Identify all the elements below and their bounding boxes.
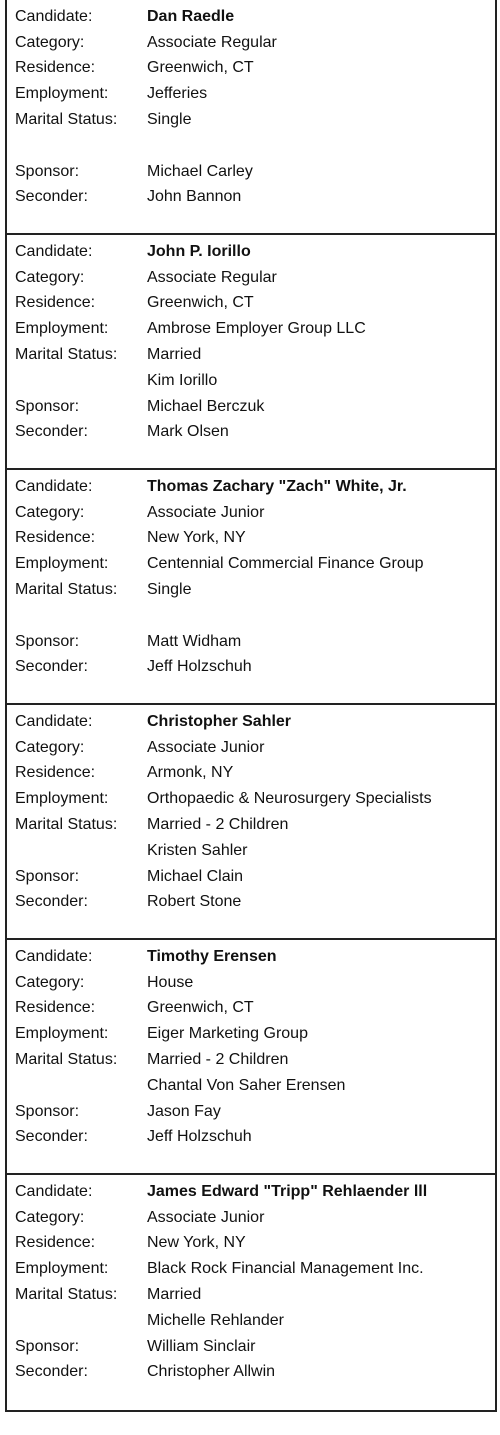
field-label: Residence: xyxy=(15,59,96,77)
candidate-name: James Edward "Tripp" Rehlaender lll xyxy=(147,1182,428,1200)
field-value: Married - 2 Children xyxy=(147,816,289,834)
field-value: Mark Olsen xyxy=(147,423,229,441)
field-label: Candidate: xyxy=(15,1182,93,1200)
field-row xyxy=(15,603,495,629)
field-label: Employment: xyxy=(15,790,109,808)
field-label: Residence: xyxy=(15,764,96,782)
field-value: Single xyxy=(147,581,192,599)
field-label: Residence: xyxy=(15,529,96,547)
field-label: Category: xyxy=(15,738,85,756)
field-value: Michael Clain xyxy=(147,867,244,885)
field-label: Candidate: xyxy=(15,7,93,25)
field-row xyxy=(15,1073,495,1099)
field-row xyxy=(15,4,495,30)
field-value: Ambrose Employer Group LLC xyxy=(147,320,366,338)
field-row xyxy=(15,394,495,420)
field-value: John Bannon xyxy=(147,188,242,206)
field-value: William Sinclair xyxy=(147,1337,256,1355)
field-value: Christopher Allwin xyxy=(147,1363,276,1381)
field-value: Greenwich, CT xyxy=(147,59,254,77)
field-value: Armonk, NY xyxy=(147,764,234,782)
field-label: Employment: xyxy=(15,555,109,573)
field-label: Residence: xyxy=(15,999,96,1017)
candidate-name: Dan Raedle xyxy=(147,7,235,25)
field-row xyxy=(15,1125,495,1151)
field-label: Category: xyxy=(15,33,85,51)
field-value: Kim Iorillo xyxy=(147,371,218,389)
field-value: Robert Stone xyxy=(147,893,242,911)
field-value: Centennial Commercial Finance Group xyxy=(147,555,424,573)
field-label: Candidate: xyxy=(15,712,93,730)
field-row xyxy=(15,526,495,552)
field-label: Candidate: xyxy=(15,242,93,260)
field-value: Single xyxy=(147,111,192,129)
candidate-name: Christopher Sahler xyxy=(147,712,292,730)
field-row xyxy=(15,786,495,812)
field-row xyxy=(15,577,495,603)
field-row xyxy=(15,655,495,681)
field-row xyxy=(15,185,495,211)
candidate-name: Thomas Zachary "Zach" White, Jr. xyxy=(147,477,407,495)
field-label: Category: xyxy=(15,973,85,991)
field-value: Associate Junior xyxy=(147,1208,265,1226)
field-label: Marital Status: xyxy=(15,581,118,599)
field-value: Associate Junior xyxy=(147,503,265,521)
field-value: Jason Fay xyxy=(147,1102,221,1120)
candidate-block xyxy=(7,470,495,705)
field-row xyxy=(15,474,495,500)
field-row xyxy=(15,944,495,970)
field-row xyxy=(15,56,495,82)
field-row xyxy=(15,970,495,996)
field-row xyxy=(15,500,495,526)
candidate-name: Timothy Erensen xyxy=(147,947,277,965)
field-value: Greenwich, CT xyxy=(147,999,254,1017)
field-label: Sponsor: xyxy=(15,162,80,180)
field-label: Marital Status: xyxy=(15,816,118,834)
field-value: Michael Carley xyxy=(147,162,253,180)
field-row xyxy=(15,420,495,446)
field-row xyxy=(15,1179,495,1205)
field-row xyxy=(15,1308,495,1334)
field-label: Marital Status: xyxy=(15,1286,118,1304)
field-value: Greenwich, CT xyxy=(147,294,254,312)
field-label: Marital Status: xyxy=(15,111,118,129)
field-value: Associate Regular xyxy=(147,268,277,286)
field-value: House xyxy=(147,973,194,991)
field-row xyxy=(15,551,495,577)
field-row xyxy=(15,1047,495,1073)
field-value: Chantal Von Saher Erensen xyxy=(147,1076,346,1094)
candidate-block xyxy=(7,705,495,940)
field-row xyxy=(15,1282,495,1308)
field-value: Kristen Sahler xyxy=(147,841,248,859)
field-row xyxy=(15,159,495,185)
field-label: Employment: xyxy=(15,1260,109,1278)
field-value: Jeff Holzschuh xyxy=(147,1128,252,1146)
field-label: Seconder: xyxy=(15,1128,88,1146)
field-row xyxy=(15,239,495,265)
field-row xyxy=(15,761,495,787)
field-row xyxy=(15,864,495,890)
field-row xyxy=(15,996,495,1022)
field-row xyxy=(15,1360,495,1386)
field-value: New York, NY xyxy=(147,1234,246,1252)
field-row xyxy=(15,1205,495,1231)
field-row xyxy=(15,735,495,761)
field-label: Sponsor: xyxy=(15,1337,80,1355)
field-row xyxy=(15,838,495,864)
field-row xyxy=(15,30,495,56)
field-label: Seconder: xyxy=(15,423,88,441)
candidate-block xyxy=(7,1175,495,1410)
field-row xyxy=(15,1256,495,1282)
field-row xyxy=(15,291,495,317)
field-label: Seconder: xyxy=(15,893,88,911)
field-row xyxy=(15,890,495,916)
field-label: Seconder: xyxy=(15,658,88,676)
field-value: Michael Berczuk xyxy=(147,397,265,415)
field-label: Sponsor: xyxy=(15,397,80,415)
field-label: Sponsor: xyxy=(15,867,80,885)
field-label: Employment: xyxy=(15,320,109,338)
field-label: Sponsor: xyxy=(15,632,80,650)
field-row xyxy=(15,629,495,655)
field-label: Residence: xyxy=(15,1234,96,1252)
field-value: Michelle Rehlander xyxy=(147,1311,284,1329)
field-value: Jeff Holzschuh xyxy=(147,658,252,676)
field-row xyxy=(15,107,495,133)
field-label: Candidate: xyxy=(15,477,93,495)
candidate-block xyxy=(7,940,495,1175)
field-value: New York, NY xyxy=(147,529,246,547)
field-label: Category: xyxy=(15,268,85,286)
field-value: Married xyxy=(147,346,202,364)
field-value: Associate Junior xyxy=(147,738,265,756)
field-value: Married xyxy=(147,1286,202,1304)
field-row xyxy=(15,342,495,368)
field-value: Married - 2 Children xyxy=(147,1051,289,1069)
field-label: Candidate: xyxy=(15,947,93,965)
candidate-table xyxy=(5,0,497,1412)
field-row xyxy=(15,81,495,107)
field-row xyxy=(15,812,495,838)
field-label: Residence: xyxy=(15,294,96,312)
field-value: Jefferies xyxy=(147,85,208,103)
field-label: Marital Status: xyxy=(15,1051,118,1069)
field-value: Associate Regular xyxy=(147,33,277,51)
field-label: Employment: xyxy=(15,1025,109,1043)
field-row xyxy=(15,368,495,394)
field-label: Seconder: xyxy=(15,1363,88,1381)
field-label: Category: xyxy=(15,503,85,521)
field-value: Orthopaedic & Neurosurgery Specialists xyxy=(147,790,432,808)
field-label: Employment: xyxy=(15,85,109,103)
field-row xyxy=(15,1099,495,1125)
field-label: Marital Status: xyxy=(15,346,118,364)
field-label: Category: xyxy=(15,1208,85,1226)
candidate-name: John P. Iorillo xyxy=(147,242,251,260)
field-row xyxy=(15,1334,495,1360)
field-row xyxy=(15,133,495,159)
field-label: Seconder: xyxy=(15,188,88,206)
field-value: Black Rock Financial Management Inc. xyxy=(147,1260,424,1278)
field-row xyxy=(15,1021,495,1047)
field-row xyxy=(15,316,495,342)
candidate-block xyxy=(7,0,495,235)
field-row xyxy=(15,709,495,735)
candidate-block xyxy=(7,235,495,470)
field-row xyxy=(15,1231,495,1257)
field-value: Eiger Marketing Group xyxy=(147,1025,308,1043)
field-row xyxy=(15,265,495,291)
field-label: Sponsor: xyxy=(15,1102,80,1120)
field-value: Matt Widham xyxy=(147,632,242,650)
